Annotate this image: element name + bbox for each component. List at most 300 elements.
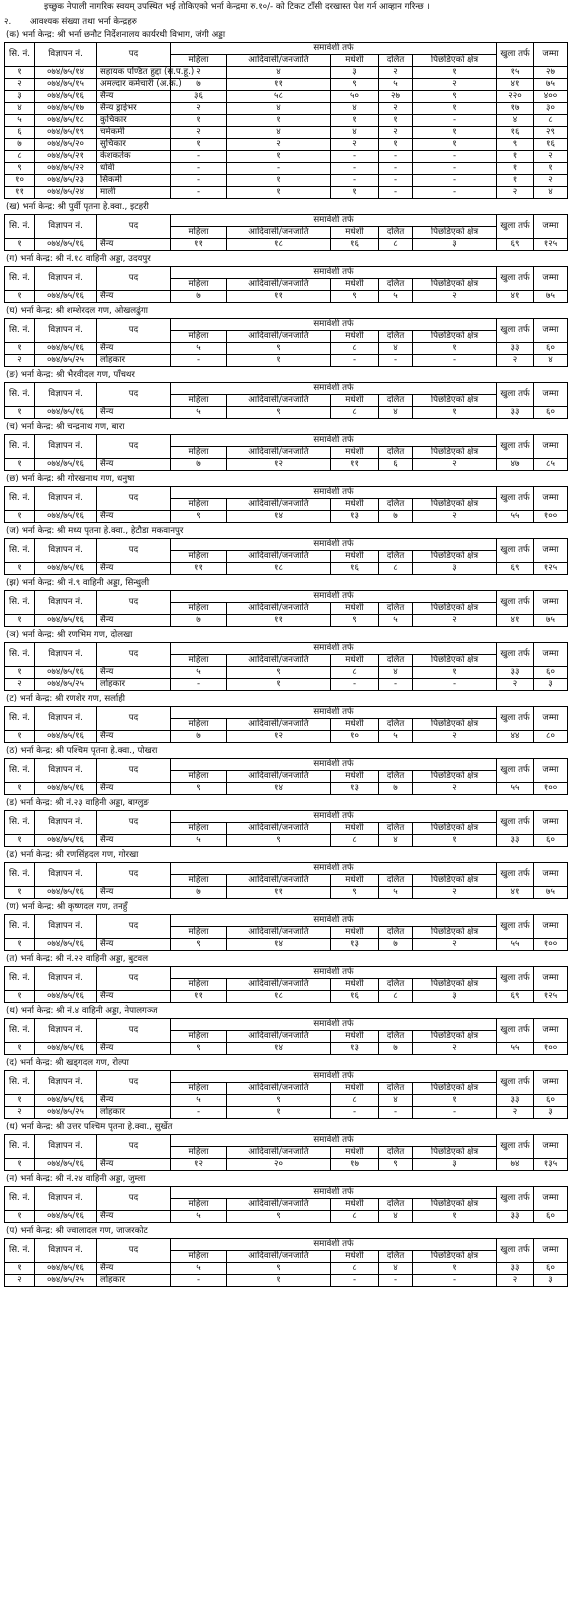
pichhadieko-cell: १ <box>413 127 497 139</box>
header-samabeshi: समावेशी तर्फ <box>171 811 497 823</box>
pichhadieko-cell: २ <box>413 731 497 743</box>
adibasi-cell: १ <box>227 355 331 367</box>
header-dalit: दलित <box>379 719 413 731</box>
header-sn: सि. नं. <box>5 383 35 407</box>
mahila-cell: ११ <box>171 239 227 251</box>
header-adibasi: आदिवासी/जनजाति <box>227 447 331 459</box>
table-row <box>5 1263 568 1275</box>
mahila-cell: ९ <box>171 511 227 523</box>
header-dalit: दलित <box>379 823 413 835</box>
header-madhesi: मधेशी <box>331 771 379 783</box>
header-madhesi: मधेशी <box>331 1083 379 1095</box>
header-samabeshi: समावेशी तर्फ <box>171 215 497 227</box>
recruitment-table <box>4 914 568 951</box>
header-post: पद <box>97 215 171 239</box>
header-madhesi: मधेशी <box>331 875 379 887</box>
sn-cell: १ <box>5 1043 35 1055</box>
header-sn: सि. नं. <box>5 43 35 67</box>
adibasi-cell: १ <box>227 679 331 691</box>
center-title: (ध) भर्ना केन्द्र: श्री उत्तर पश्चिम पृतना हे.क्वा., सुर्खेत <box>6 1122 173 1132</box>
adibasi-cell: १८ <box>227 563 331 575</box>
adibasi-cell: ९ <box>227 407 331 419</box>
post-cell: सिकर्मी <box>97 175 171 187</box>
jamma-cell: १०० <box>534 939 568 951</box>
adibasi-cell: ९ <box>227 1211 331 1223</box>
recruitment-table <box>4 1134 568 1171</box>
center-title: (न) भर्ना केन्द्र: श्री नं.२४ वाहिनी अड्डा, जुम्ला <box>6 1174 146 1184</box>
header-ad-number: विज्ञापन नं. <box>35 915 97 939</box>
header-ad-number: विज्ञापन नं. <box>35 215 97 239</box>
mahila-cell: २ <box>171 67 227 79</box>
ad-number-cell: ०७४/७५/१६ <box>35 887 97 899</box>
table-row <box>5 1107 568 1119</box>
pichhadieko-cell: १ <box>413 67 497 79</box>
table-row <box>5 887 568 899</box>
jamma-cell: ६० <box>534 835 568 847</box>
adibasi-cell: ४ <box>227 67 331 79</box>
khula-cell: २ <box>497 187 534 199</box>
header-jamma: जम्मा <box>534 383 568 407</box>
header-post: पद <box>97 487 171 511</box>
adibasi-cell: ११ <box>227 291 331 303</box>
header-adibasi: आदिवासी/जनजाति <box>227 771 331 783</box>
dalit-cell: १ <box>379 139 413 151</box>
sn-cell: १ <box>5 667 35 679</box>
khula-cell: ७४ <box>497 1159 534 1171</box>
table-row <box>5 459 568 471</box>
ad-number-cell: ०७४/७५/१६ <box>35 835 97 847</box>
dalit-cell: ४ <box>379 1095 413 1107</box>
header-sn: सि. नं. <box>5 215 35 239</box>
khula-cell: ३३ <box>497 1095 534 1107</box>
header-mahila: महिला <box>171 499 227 511</box>
table-row <box>5 103 568 115</box>
header-ad-number: विज्ञापन नं. <box>35 759 97 783</box>
post-cell: सैन्य <box>97 407 171 419</box>
header-khula: खुला तर्फ <box>497 319 534 343</box>
header-post: पद <box>97 435 171 459</box>
jamma-cell: २ <box>534 151 568 163</box>
sn-cell: १ <box>5 239 35 251</box>
header-row <box>5 435 568 447</box>
header-samabeshi: समावेशी तर्फ <box>171 319 497 331</box>
pichhadieko-cell: १ <box>413 139 497 151</box>
header-mahila: महिला <box>171 771 227 783</box>
post-cell: केशकर्तक <box>97 151 171 163</box>
ad-number-cell: ०७४/७५/१६ <box>35 459 97 471</box>
header-dalit: दलित <box>379 395 413 407</box>
header-mahila: महिला <box>171 823 227 835</box>
jamma-cell: ७५ <box>534 887 568 899</box>
header-khula: खुला तर्फ <box>497 435 534 459</box>
header-madhesi: मधेशी <box>331 655 379 667</box>
center-title: (छ) भर्ना केन्द्र: श्री गोरखनाथ गण, धनुषा <box>6 474 135 484</box>
sn-cell: ६ <box>5 127 35 139</box>
recruitment-table <box>4 538 568 575</box>
pichhadieko-cell: १ <box>413 103 497 115</box>
ad-number-cell: ०७४/७५/१६ <box>35 291 97 303</box>
header-khula: खुला तर्फ <box>497 915 534 939</box>
pichhadieko-cell: - <box>413 679 497 691</box>
jamma-cell: १०० <box>534 1043 568 1055</box>
madhesi-cell: १३ <box>331 783 379 795</box>
table-row <box>5 91 568 103</box>
pichhadieko-cell: २ <box>413 1043 497 1055</box>
pichhadieko-cell: ३ <box>413 239 497 251</box>
header-pichhadieko: पिछडिएको क्षेत्र <box>413 55 497 67</box>
ad-number-cell: ०७४/७५/१६ <box>35 615 97 627</box>
mahila-cell: १ <box>171 139 227 151</box>
header-row <box>5 487 568 499</box>
header-dalit: दलित <box>379 279 413 291</box>
khula-cell: ४१ <box>497 79 534 91</box>
header-khula: खुला तर्फ <box>497 383 534 407</box>
header-dalit: दलित <box>379 499 413 511</box>
khula-cell: ६९ <box>497 563 534 575</box>
post-cell: चर्मकर्मी <box>97 127 171 139</box>
jamma-cell: ८ <box>534 115 568 127</box>
sn-cell: १ <box>5 1095 35 1107</box>
header-madhesi: मधेशी <box>331 395 379 407</box>
header-khula: खुला तर्फ <box>497 643 534 667</box>
header-khula: खुला तर्फ <box>497 1135 534 1159</box>
header-dalit: दलित <box>379 551 413 563</box>
header-sn: सि. नं. <box>5 1239 35 1263</box>
table-row <box>5 115 568 127</box>
ad-number-cell: ०७४/७५/१६ <box>35 667 97 679</box>
header-ad-number: विज्ञापन नं. <box>35 267 97 291</box>
header-madhesi: मधेशी <box>331 1199 379 1211</box>
header-ad-number: विज्ञापन नं. <box>35 383 97 407</box>
header-pichhadieko: पिछडिएको क्षेत्र <box>413 875 497 887</box>
post-cell: लोहकार <box>97 355 171 367</box>
header-jamma: जम्मा <box>534 1019 568 1043</box>
header-pichhadieko: पिछडिएको क्षेत्र <box>413 1251 497 1263</box>
intro-text: इच्छुक नेपाली नागरिक स्वयम् उपस्थित भई तोकिएको भर्ना केन्द्रमा रु.१०/- को टिकट टाँसी दरखास्त पेश गर्न आव्हान गरिन्छ । <box>44 2 430 12</box>
dalit-cell: ८ <box>379 239 413 251</box>
khula-cell: ६९ <box>497 991 534 1003</box>
header-madhesi: मधेशी <box>331 55 379 67</box>
post-cell: सैन्य <box>97 91 171 103</box>
khula-cell: ५५ <box>497 1043 534 1055</box>
ad-number-cell: ०७४/७५/१७ <box>35 103 97 115</box>
header-mahila: महिला <box>171 1083 227 1095</box>
sn-cell: ११ <box>5 187 35 199</box>
header-jamma: जम्मा <box>534 967 568 991</box>
jamma-cell: ४०० <box>534 91 568 103</box>
header-mahila: महिला <box>171 1031 227 1043</box>
sn-cell: ५ <box>5 115 35 127</box>
jamma-cell: ८० <box>534 731 568 743</box>
jamma-cell: ६० <box>534 1211 568 1223</box>
sn-cell: ९ <box>5 163 35 175</box>
sn-cell: १ <box>5 615 35 627</box>
table-row <box>5 667 568 679</box>
jamma-cell: ३ <box>534 679 568 691</box>
post-cell: सैन्य <box>97 667 171 679</box>
header-ad-number: विज्ञापन नं. <box>35 435 97 459</box>
dalit-cell: ४ <box>379 1263 413 1275</box>
khula-cell: २ <box>497 355 534 367</box>
khula-cell: ४४ <box>497 731 534 743</box>
jamma-cell: १३५ <box>534 1159 568 1171</box>
mahila-cell: - <box>171 679 227 691</box>
dalit-cell: - <box>379 187 413 199</box>
mahila-cell: ९ <box>171 783 227 795</box>
header-dalit: दलित <box>379 979 413 991</box>
header-dalit: दलित <box>379 655 413 667</box>
mahila-cell: - <box>171 151 227 163</box>
khula-cell: ४ <box>497 115 534 127</box>
header-samabeshi: समावेशी तर्फ <box>171 1019 497 1031</box>
ad-number-cell: ०७४/७५/१९ <box>35 127 97 139</box>
header-jamma: जम्मा <box>534 43 568 67</box>
recruitment-table <box>4 214 568 251</box>
mahila-cell: १२ <box>171 1159 227 1171</box>
recruitment-table <box>4 706 568 743</box>
khula-cell: ३३ <box>497 407 534 419</box>
sn-cell: ८ <box>5 151 35 163</box>
madhesi-cell: १३ <box>331 1043 379 1055</box>
dalit-cell: ६ <box>379 459 413 471</box>
notice-document <box>4 0 571 1287</box>
header-pichhadieko: पिछडिएको क्षेत्र <box>413 551 497 563</box>
madhesi-cell: २ <box>331 139 379 151</box>
ad-number-cell: ०७४/७५/१६ <box>35 731 97 743</box>
madhesi-cell: ९ <box>331 79 379 91</box>
header-row <box>5 811 568 823</box>
center-title: (ठ) भर्ना केन्द्र: श्री पश्चिम पृतना हे.क्वा., पोखरा <box>6 746 158 756</box>
khula-cell: ६९ <box>497 239 534 251</box>
adibasi-cell: ९ <box>227 667 331 679</box>
madhesi-cell: ४ <box>331 127 379 139</box>
header-pichhadieko: पिछडिएको क्षेत्र <box>413 447 497 459</box>
madhesi-cell: ८ <box>331 1211 379 1223</box>
dalit-cell: १ <box>379 115 413 127</box>
jamma-cell: १२५ <box>534 239 568 251</box>
pichhadieko-cell: - <box>413 1107 497 1119</box>
khula-cell: १ <box>497 175 534 187</box>
header-mahila: महिला <box>171 331 227 343</box>
madhesi-cell: ८ <box>331 667 379 679</box>
header-row <box>5 967 568 979</box>
madhesi-cell: - <box>331 679 379 691</box>
table-row <box>5 407 568 419</box>
mahila-cell: ५ <box>171 667 227 679</box>
header-pichhadieko: पिछडिएको क्षेत्र <box>413 719 497 731</box>
header-post: पद <box>97 43 171 67</box>
header-adibasi: आदिवासी/जनजाति <box>227 927 331 939</box>
header-post: पद <box>97 915 171 939</box>
sn-cell: २ <box>5 355 35 367</box>
header-mahila: महिला <box>171 279 227 291</box>
header-samabeshi: समावेशी तर्फ <box>171 707 497 719</box>
header-adibasi: आदिवासी/जनजाति <box>227 227 331 239</box>
adibasi-cell: १२ <box>227 459 331 471</box>
header-post: पद <box>97 759 171 783</box>
madhesi-cell: - <box>331 1275 379 1287</box>
header-adibasi: आदिवासी/जनजाति <box>227 1199 331 1211</box>
sn-cell: १ <box>5 291 35 303</box>
ad-number-cell: ०७४/७५/१६ <box>35 407 97 419</box>
post-cell: सैन्य <box>97 343 171 355</box>
header-post: पद <box>97 643 171 667</box>
pichhadieko-cell: ३ <box>413 1159 497 1171</box>
header-dalit: दलित <box>379 875 413 887</box>
adibasi-cell: १ <box>227 1107 331 1119</box>
jamma-cell: ६० <box>534 1263 568 1275</box>
header-row <box>5 1071 568 1083</box>
header-samabeshi: समावेशी तर्फ <box>171 967 497 979</box>
mahila-cell: ५ <box>171 343 227 355</box>
jamma-cell: २७ <box>534 67 568 79</box>
center-title: (ट) भर्ना केन्द्र: श्री रणशेर गण, सर्लाही <box>6 694 126 704</box>
header-madhesi: मधेशी <box>331 719 379 731</box>
header-dalit: दलित <box>379 1083 413 1095</box>
ad-number-cell: ०७४/७५/१६ <box>35 1211 97 1223</box>
header-row <box>5 319 568 331</box>
recruitment-table <box>4 862 568 899</box>
pichhadieko-cell: २ <box>413 291 497 303</box>
header-pichhadieko: पिछडिएको क्षेत्र <box>413 279 497 291</box>
header-samabeshi: समावेशी तर्फ <box>171 1239 497 1251</box>
mahila-cell: ५ <box>171 1263 227 1275</box>
header-dalit: दलित <box>379 331 413 343</box>
dalit-cell: ९ <box>379 1159 413 1171</box>
pichhadieko-cell: १ <box>413 835 497 847</box>
header-sn: सि. नं. <box>5 643 35 667</box>
recruitment-table <box>4 810 568 847</box>
header-mahila: महिला <box>171 1251 227 1263</box>
header-jamma: जम्मा <box>534 811 568 835</box>
header-mahila: महिला <box>171 655 227 667</box>
header-adibasi: आदिवासी/जनजाति <box>227 1147 331 1159</box>
mahila-cell: - <box>171 175 227 187</box>
header-jamma: जम्मा <box>534 915 568 939</box>
header-madhesi: मधेशी <box>331 551 379 563</box>
jamma-cell: ७५ <box>534 79 568 91</box>
khula-cell: ३३ <box>497 1263 534 1275</box>
pichhadieko-cell: १ <box>413 407 497 419</box>
pichhadieko-cell: ३ <box>413 563 497 575</box>
header-jamma: जम्मा <box>534 759 568 783</box>
dalit-cell: २ <box>379 127 413 139</box>
dalit-cell: ८ <box>379 563 413 575</box>
dalit-cell: ४ <box>379 407 413 419</box>
header-post: पद <box>97 539 171 563</box>
mahila-cell: ७ <box>171 291 227 303</box>
header-post: पद <box>97 1239 171 1263</box>
post-cell: सैन्य <box>97 291 171 303</box>
header-adibasi: आदिवासी/जनजाति <box>227 655 331 667</box>
table-row <box>5 835 568 847</box>
post-cell: सहायक पण्डित हुद्दा (स.प.हू.) <box>97 67 171 79</box>
ad-number-cell: ०७४/७५/१५ <box>35 79 97 91</box>
jamma-cell: २ <box>534 175 568 187</box>
header-jamma: जम्मा <box>534 863 568 887</box>
header-post: पद <box>97 1019 171 1043</box>
header-sn: सि. नं. <box>5 707 35 731</box>
adibasi-cell: १८ <box>227 239 331 251</box>
recruitment-table <box>4 590 568 627</box>
madhesi-cell: ८ <box>331 1263 379 1275</box>
adibasi-cell: १ <box>227 175 331 187</box>
pichhadieko-cell: १ <box>413 667 497 679</box>
mahila-cell: ५ <box>171 1095 227 1107</box>
dalit-cell: ४ <box>379 1211 413 1223</box>
madhesi-cell: ९ <box>331 887 379 899</box>
table-row <box>5 1159 568 1171</box>
khula-cell: १६ <box>497 127 534 139</box>
section-title: आवश्यक संख्या तथा भर्ना केन्द्रहरु <box>30 17 137 27</box>
ad-number-cell: ०७४/७५/१६ <box>35 91 97 103</box>
recruitment-table <box>4 1238 568 1287</box>
madhesi-cell: - <box>331 175 379 187</box>
dalit-cell: ७ <box>379 783 413 795</box>
khula-cell: ३३ <box>497 835 534 847</box>
header-madhesi: मधेशी <box>331 279 379 291</box>
madhesi-cell: १ <box>331 187 379 199</box>
mahila-cell: २ <box>171 127 227 139</box>
center-title: (ग) भर्ना केन्द्र: श्री नं.१८ वाहिनी अड्डा, उदयपुर <box>6 254 151 264</box>
header-post: पद <box>97 267 171 291</box>
madhesi-cell: ८ <box>331 343 379 355</box>
pichhadieko-cell: १ <box>413 1211 497 1223</box>
pichhadieko-cell: ३ <box>413 991 497 1003</box>
header-ad-number: विज्ञापन नं. <box>35 43 97 67</box>
sn-cell: १ <box>5 835 35 847</box>
header-madhesi: मधेशी <box>331 1031 379 1043</box>
header-post: पद <box>97 1187 171 1211</box>
adibasi-cell: ११ <box>227 615 331 627</box>
madhesi-cell: ८ <box>331 1095 379 1107</box>
table-row <box>5 783 568 795</box>
table-row <box>5 1095 568 1107</box>
header-madhesi: मधेशी <box>331 1251 379 1263</box>
header-adibasi: आदिवासी/जनजाति <box>227 979 331 991</box>
pichhadieko-cell: - <box>413 151 497 163</box>
header-jamma: जम्मा <box>534 487 568 511</box>
header-madhesi: मधेशी <box>331 603 379 615</box>
header-khula: खुला तर्फ <box>497 539 534 563</box>
post-cell: सैन्य <box>97 511 171 523</box>
mahila-cell: - <box>171 1107 227 1119</box>
post-cell: सैन्य <box>97 239 171 251</box>
header-mahila: महिला <box>171 719 227 731</box>
adibasi-cell: - <box>227 163 331 175</box>
mahila-cell: ९ <box>171 1043 227 1055</box>
post-cell: सैन्य <box>97 835 171 847</box>
khula-cell: ५५ <box>497 783 534 795</box>
khula-cell: १५ <box>497 67 534 79</box>
adibasi-cell: १ <box>227 187 331 199</box>
madhesi-cell: ४ <box>331 103 379 115</box>
dalit-cell: २७ <box>379 91 413 103</box>
post-cell: माली <box>97 187 171 199</box>
khula-cell: ४१ <box>497 291 534 303</box>
header-pichhadieko: पिछडिएको क्षेत्र <box>413 771 497 783</box>
ad-number-cell: ०७४/७५/२२ <box>35 163 97 175</box>
header-adibasi: आदिवासी/जनजाति <box>227 875 331 887</box>
mahila-cell: ७ <box>171 459 227 471</box>
center-title: (ख) भर्ना केन्द्र: श्री पुर्वी पृतना हे.क्वा., इटहरी <box>6 202 149 212</box>
recruitment-table <box>4 966 568 1003</box>
header-khula: खुला तर्फ <box>497 591 534 615</box>
header-pichhadieko: पिछडिएको क्षेत्र <box>413 603 497 615</box>
header-jamma: जम्मा <box>534 591 568 615</box>
table-row <box>5 511 568 523</box>
jamma-cell: १२५ <box>534 563 568 575</box>
